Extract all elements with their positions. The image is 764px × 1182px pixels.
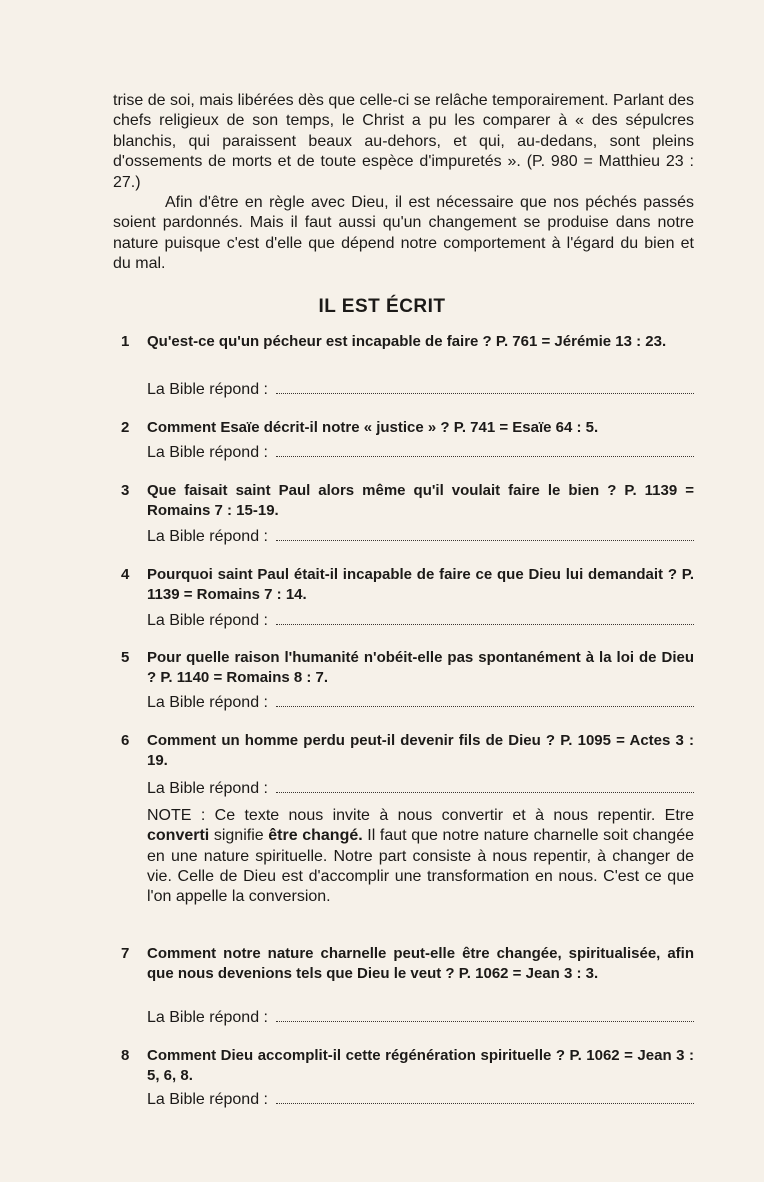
answer-dotted-line[interactable] <box>276 1009 694 1022</box>
answer-dotted-line[interactable] <box>276 694 694 707</box>
question-text: Pourquoi saint Paul était-il incapable de faire ce que Dieu lui demandait ? P. 1139 = Romains 7 : 14. <box>147 566 694 603</box>
answer-dotted-line[interactable] <box>276 444 694 457</box>
answer-line-6[interactable] <box>147 779 694 799</box>
question-text: Que faisait saint Paul alors même qu'il voulait faire le bien ? P. 1139 = Romains 7 : 15-19. <box>147 482 694 519</box>
note-paragraph <box>147 806 694 907</box>
answer-line-2[interactable] <box>147 443 694 463</box>
note-text: NOTE : Ce texte nous invite à nous convertir et à nous repentir. Etre <box>147 807 694 824</box>
answer-dotted-line[interactable] <box>276 780 694 793</box>
question-number: 8 <box>121 1047 130 1064</box>
answer-label: La Bible répond : <box>147 1091 268 1108</box>
answer-label: La Bible répond : <box>147 444 268 461</box>
answer-label: La Bible répond : <box>147 694 268 711</box>
answer-dotted-line[interactable] <box>276 381 694 394</box>
question-text: Qu'est-ce qu'un pécheur est incapable de faire ? P. 761 = Jérémie 13 : 23. <box>147 333 667 350</box>
note-text: Il faut que notre nature charnelle soit changée en une nature spirituelle. Notre part consiste à nous repentir, à changer de vie. Celle de Dieu est d'accomplir une transformation en nous. C'est ce que l'on appelle la conversion. <box>147 827 694 906</box>
question-number: 2 <box>121 419 130 436</box>
answer-label: La Bible répond : <box>147 612 268 629</box>
note-text: signifie <box>209 827 269 845</box>
answer-line-5[interactable] <box>147 693 694 713</box>
answer-line-7[interactable] <box>147 1008 694 1028</box>
question-number: 3 <box>121 482 130 499</box>
note-emphasis: être changé. <box>268 827 363 845</box>
question-text: Pour quelle raison l'humanité n'obéit-elle pas spontanément à la loi de Dieu ? P. 1140 = Romains 8 : 7. <box>147 649 694 686</box>
answer-line-4[interactable] <box>147 611 694 631</box>
question-number: 1 <box>121 333 130 350</box>
answer-dotted-line[interactable] <box>276 612 694 625</box>
answer-label: La Bible répond : <box>147 780 268 797</box>
question-text: Comment notre nature charnelle peut-elle être changée, spiritualisée, afin que nous devenions tels que Dieu le veut ? P. 1062 = Jean 3 : 3. <box>147 945 694 982</box>
question-text: Comment un homme perdu peut-il devenir fils de Dieu ? P. 1095 = Actes 3 : 19. <box>147 732 694 769</box>
answer-line-3[interactable] <box>147 527 694 547</box>
question-number: 5 <box>121 649 130 666</box>
question-number: 4 <box>121 566 130 583</box>
answer-label: La Bible répond : <box>147 1009 268 1026</box>
answer-label: La Bible répond : <box>147 381 268 398</box>
answer-label: La Bible répond : <box>147 528 268 545</box>
section-heading: IL EST ÉCRIT <box>318 296 446 317</box>
answer-line-1[interactable] <box>147 380 694 400</box>
intro-paragraph-2: Afin d'être en règle avec Dieu, il est nécessaire que nos péchés passés soient pardonnés. Mais il faut aussi qu'un changement se produise dans notre nature puisque c'est d'elle que dépend notre comportement à l'égard du bien et du mal. <box>113 194 694 273</box>
answer-dotted-line[interactable] <box>276 528 694 541</box>
intro-paragraph-1: trise de soi, mais libérées dès que celle-ci se relâche temporairement. Parlant des chefs religieux de son temps, le Christ a pu les comparer à « des sépulcres blanchis, qui paraissent beaux au-dehors, et qui, au-dedans, sont pleins d'ossements de morts et de toute espèce d'impuretés ». (P. 980 = Matthieu 23 : 27.) <box>113 92 694 191</box>
answer-dotted-line[interactable] <box>276 1091 694 1104</box>
note-emphasis: converti <box>147 827 210 845</box>
question-text: Comment Dieu accomplit-il cette régénération spirituelle ? P. 1062 = Jean 3 : 5, 6, 8. <box>147 1047 694 1084</box>
question-number: 6 <box>121 732 130 749</box>
intro-text <box>113 91 694 275</box>
question-number: 7 <box>121 945 130 962</box>
question-text: Comment Esaïe décrit-il notre « justice » ? P. 741 = Esaïe 64 : 5. <box>147 419 599 436</box>
answer-line-8[interactable] <box>147 1090 694 1110</box>
